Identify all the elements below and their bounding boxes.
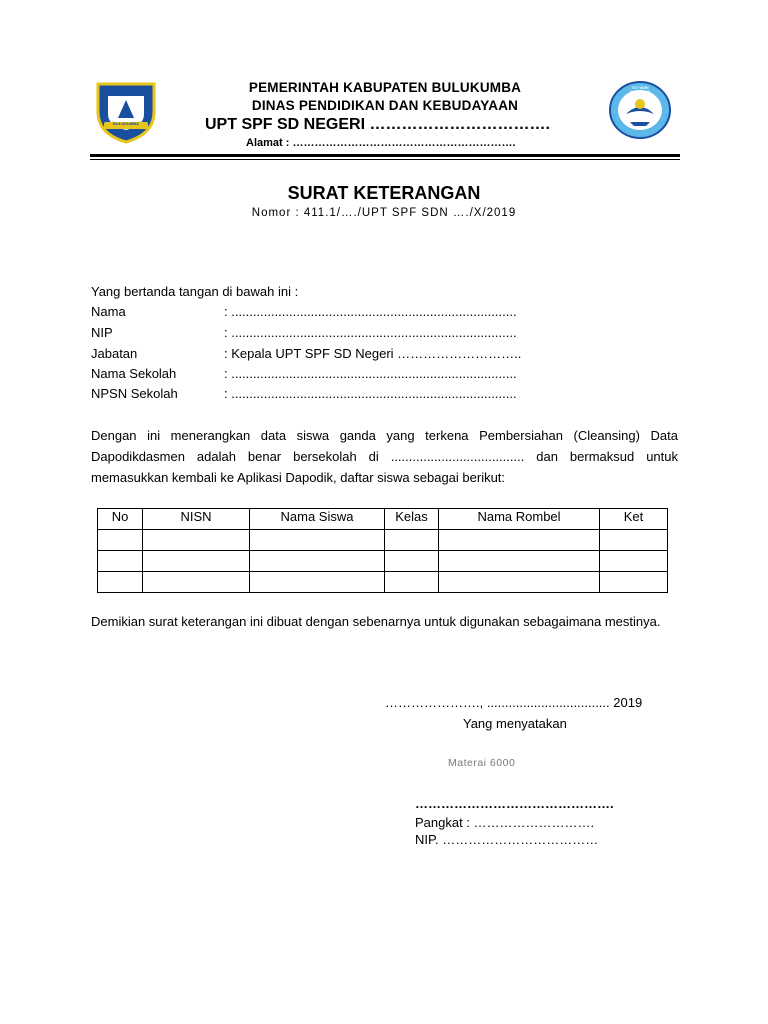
tut-wuri-handayani-text: TUT WURI HANDAYANI <box>629 86 651 94</box>
bulukumba-logo <box>94 78 158 144</box>
document-number: Nomor : 411.1/…./UPT SPF SDN …./X/2019 <box>251 207 517 219</box>
table-cell <box>250 551 385 572</box>
field-label: NIP <box>91 325 113 340</box>
document-title: SURAT KETERANGAN <box>287 183 481 203</box>
table-row <box>98 551 668 572</box>
table-cell <box>600 572 668 593</box>
letterhead-school: UPT SPF SD NEGERI ……………………………. <box>205 116 550 133</box>
table-row <box>98 572 668 593</box>
field-value: : Kepala UPT SPF SD Negeri ……………………….. <box>224 346 522 361</box>
body-paragraph-1: Dengan ini menerangkan data siswa ganda yang terkena Pembersiahan (Cleansing) Data Dapodikdasmen adalah benar bersekolah di ..................................... dan bermaksud untuk memasukkan kembali ke Aplikasi Dapodik, daftar siswa sebagai berikut: <box>91 428 678 485</box>
table-cell <box>439 530 600 551</box>
field-label: Jabatan <box>91 346 138 361</box>
table-cell <box>143 530 250 551</box>
col-ket: Ket <box>600 509 668 530</box>
table-cell <box>98 551 143 572</box>
field-label: NPSN Sekolah <box>91 386 178 401</box>
field-value: : ............................................................................... <box>224 325 517 340</box>
letterhead-rule-thin <box>90 159 680 160</box>
bulukumba-logo-text: BULUKUMBA <box>113 121 139 126</box>
table-cell <box>600 551 668 572</box>
table-cell <box>98 572 143 593</box>
col-no: No <box>98 509 143 530</box>
letterhead-government: PEMERINTAH KABUPATEN BULUKUMBA <box>248 80 522 95</box>
intro-text: Yang bertanda tangan di bawah ini : <box>91 284 299 299</box>
col-kelas: Kelas <box>385 509 439 530</box>
table-row <box>98 530 668 551</box>
table-header-row <box>98 509 668 530</box>
letterhead-department: DINAS PENDIDIKAN DAN KEBUDAYAAN <box>251 98 519 113</box>
field-label: Nama <box>91 304 126 319</box>
col-nisn: NISN <box>143 509 250 530</box>
signer-name-line: ………………………………………. <box>415 796 614 811</box>
table-cell <box>385 530 439 551</box>
student-table <box>97 508 668 593</box>
table-cell <box>439 551 600 572</box>
body-paragraph-2: Demikian surat keterangan ini dibuat dengan sebenarnya untuk digunakan sebagaimana mestinya. <box>91 614 661 629</box>
table-cell <box>143 572 250 593</box>
signer-nip: NIP. ……………………………… <box>415 832 599 847</box>
place-date: …………………., .................................. 2019 <box>385 695 643 710</box>
signer-role: Yang menyatakan <box>463 716 567 731</box>
col-nama-rombel: Nama Rombel <box>439 509 600 530</box>
field-value: : ............................................................................... <box>224 304 517 319</box>
letterhead-address: Alamat : ……………………………………………………. <box>246 137 516 149</box>
table-cell <box>250 530 385 551</box>
signer-pangkat: Pangkat : ………………………. <box>415 815 595 830</box>
table-cell <box>250 572 385 593</box>
table-cell <box>439 572 600 593</box>
materai-label: Materai 6000 <box>448 757 516 769</box>
table-cell <box>385 572 439 593</box>
table-cell <box>385 551 439 572</box>
field-value: : ............................................................................... <box>224 366 517 381</box>
field-label: Nama Sekolah <box>91 366 177 381</box>
col-nama-siswa: Nama Siswa <box>250 509 385 530</box>
letterhead-rule-thick <box>90 154 680 157</box>
table-cell <box>143 551 250 572</box>
table-cell <box>98 530 143 551</box>
field-value: : ............................................................................... <box>224 386 517 401</box>
table-cell <box>600 530 668 551</box>
